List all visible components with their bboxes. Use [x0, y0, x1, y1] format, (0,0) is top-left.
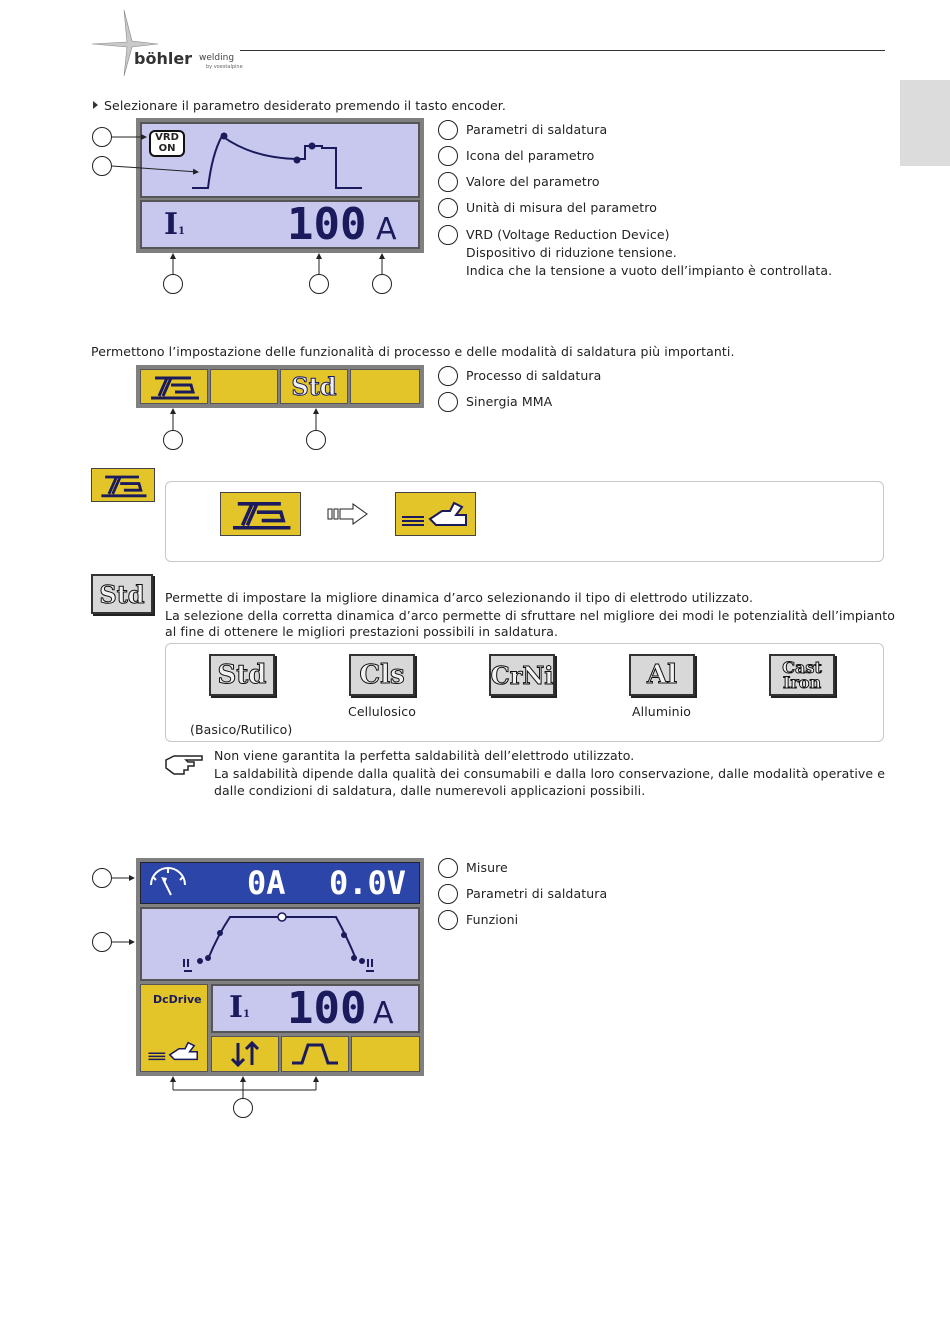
electrode-crni-button[interactable]: CrNi [489, 654, 555, 696]
param-unit: A [376, 212, 397, 247]
sec2-leader-lines [0, 0, 450, 450]
legend-item: Parametri di saldatura [466, 886, 608, 901]
legend-circle [438, 366, 458, 386]
current-param-icon: I1 [229, 990, 251, 1025]
note-text: La saldabilità dipende dalla qualità dei consumabili e dalla loro conservazione, dalle modalità operative e [214, 766, 886, 781]
electrode-caption: Alluminio [632, 704, 692, 719]
mma-process-button[interactable] [220, 492, 301, 536]
legend-item: Processo di saldatura [466, 368, 602, 383]
measure-current: 0A [247, 864, 286, 902]
side-tab [900, 80, 950, 166]
sec3-text: Permette di impostare la migliore dinamica d’arco selezionando il tipo di elettrodo utilizzato. [165, 590, 754, 605]
arrow-right-icon [327, 502, 369, 526]
legend-item: VRD (Voltage Reduction Device) [466, 227, 670, 242]
current-param-icon: I1 [164, 207, 186, 242]
electrode-al-button[interactable]: Al [629, 654, 695, 696]
sec4-leader-lines [0, 840, 450, 1120]
sec3-text: La selezione della corretta dinamica d’arco permette di sfruttare nel migliore dei modi le potenzialità dell’impianto [165, 608, 896, 623]
tig-torch-icon [396, 493, 475, 535]
electrode-castiron-button[interactable]: Cast Iron [769, 654, 835, 696]
tig-process-button[interactable] [395, 492, 476, 536]
pointing-hand-icon [164, 752, 204, 776]
mma-electrode-icon [92, 469, 154, 501]
vrd-badge: VRD ON [149, 130, 185, 157]
brand-sub: welding [199, 53, 235, 63]
electrode-caption: Cellulosico [348, 704, 417, 719]
brand-name: böhler [134, 49, 193, 68]
legend-item: Misure [466, 860, 508, 875]
sec3-text: al fine di ottenere le migliori prestazioni possibili in saldatura. [165, 624, 559, 639]
dcdrive-label: DcDrive [153, 993, 202, 1006]
brand-small: by voestalpine [206, 64, 243, 70]
process-icon-button[interactable] [91, 468, 155, 502]
legend-item: Dispositivo di riduzione tensione. [466, 245, 677, 260]
electrode-caption: (Basico/Rutilico) [190, 722, 293, 737]
note-text: dalle condizioni di saldatura, dalle numerevoli applicazioni possibili. [214, 783, 646, 798]
param-value: 100 [287, 199, 367, 250]
electrode-std-button[interactable]: Std [209, 654, 275, 696]
param-unit: A [373, 996, 394, 1031]
legend-item: Funzioni [466, 912, 519, 927]
legend-circle [438, 884, 458, 904]
note-text: Non viene garantita la perfetta saldabilità dell’elettrodo utilizzato. [214, 748, 635, 763]
sec2-intro: Permettono l’impostazione delle funzionalità di processo e delle modalità di saldatura più importanti. [91, 344, 735, 359]
legend-item: Valore del parametro [466, 174, 600, 189]
legend-circle [438, 910, 458, 930]
legend-item: Icona del parametro [466, 148, 595, 163]
legend-item: Parametri di saldatura [466, 122, 608, 137]
legend-item: Sinergia MMA [466, 394, 553, 409]
mma-electrode-icon [221, 493, 300, 535]
measure-voltage: 0.0V [329, 864, 407, 902]
legend-item: Indica che la tensione a vuoto dell’impianto è controllata. [466, 263, 833, 278]
std-icon-button[interactable]: Std [91, 574, 153, 614]
legend-circle [438, 392, 458, 412]
std-button[interactable]: Std [280, 369, 348, 404]
param-value: 100 [287, 983, 367, 1034]
legend-item: Unità di misura del parametro [466, 200, 657, 215]
legend-circle [438, 858, 458, 878]
sec1-intro: Selezionare il parametro desiderato premendo il tasto encoder. [104, 98, 506, 113]
electrode-cls-button[interactable]: Cls [349, 654, 415, 696]
